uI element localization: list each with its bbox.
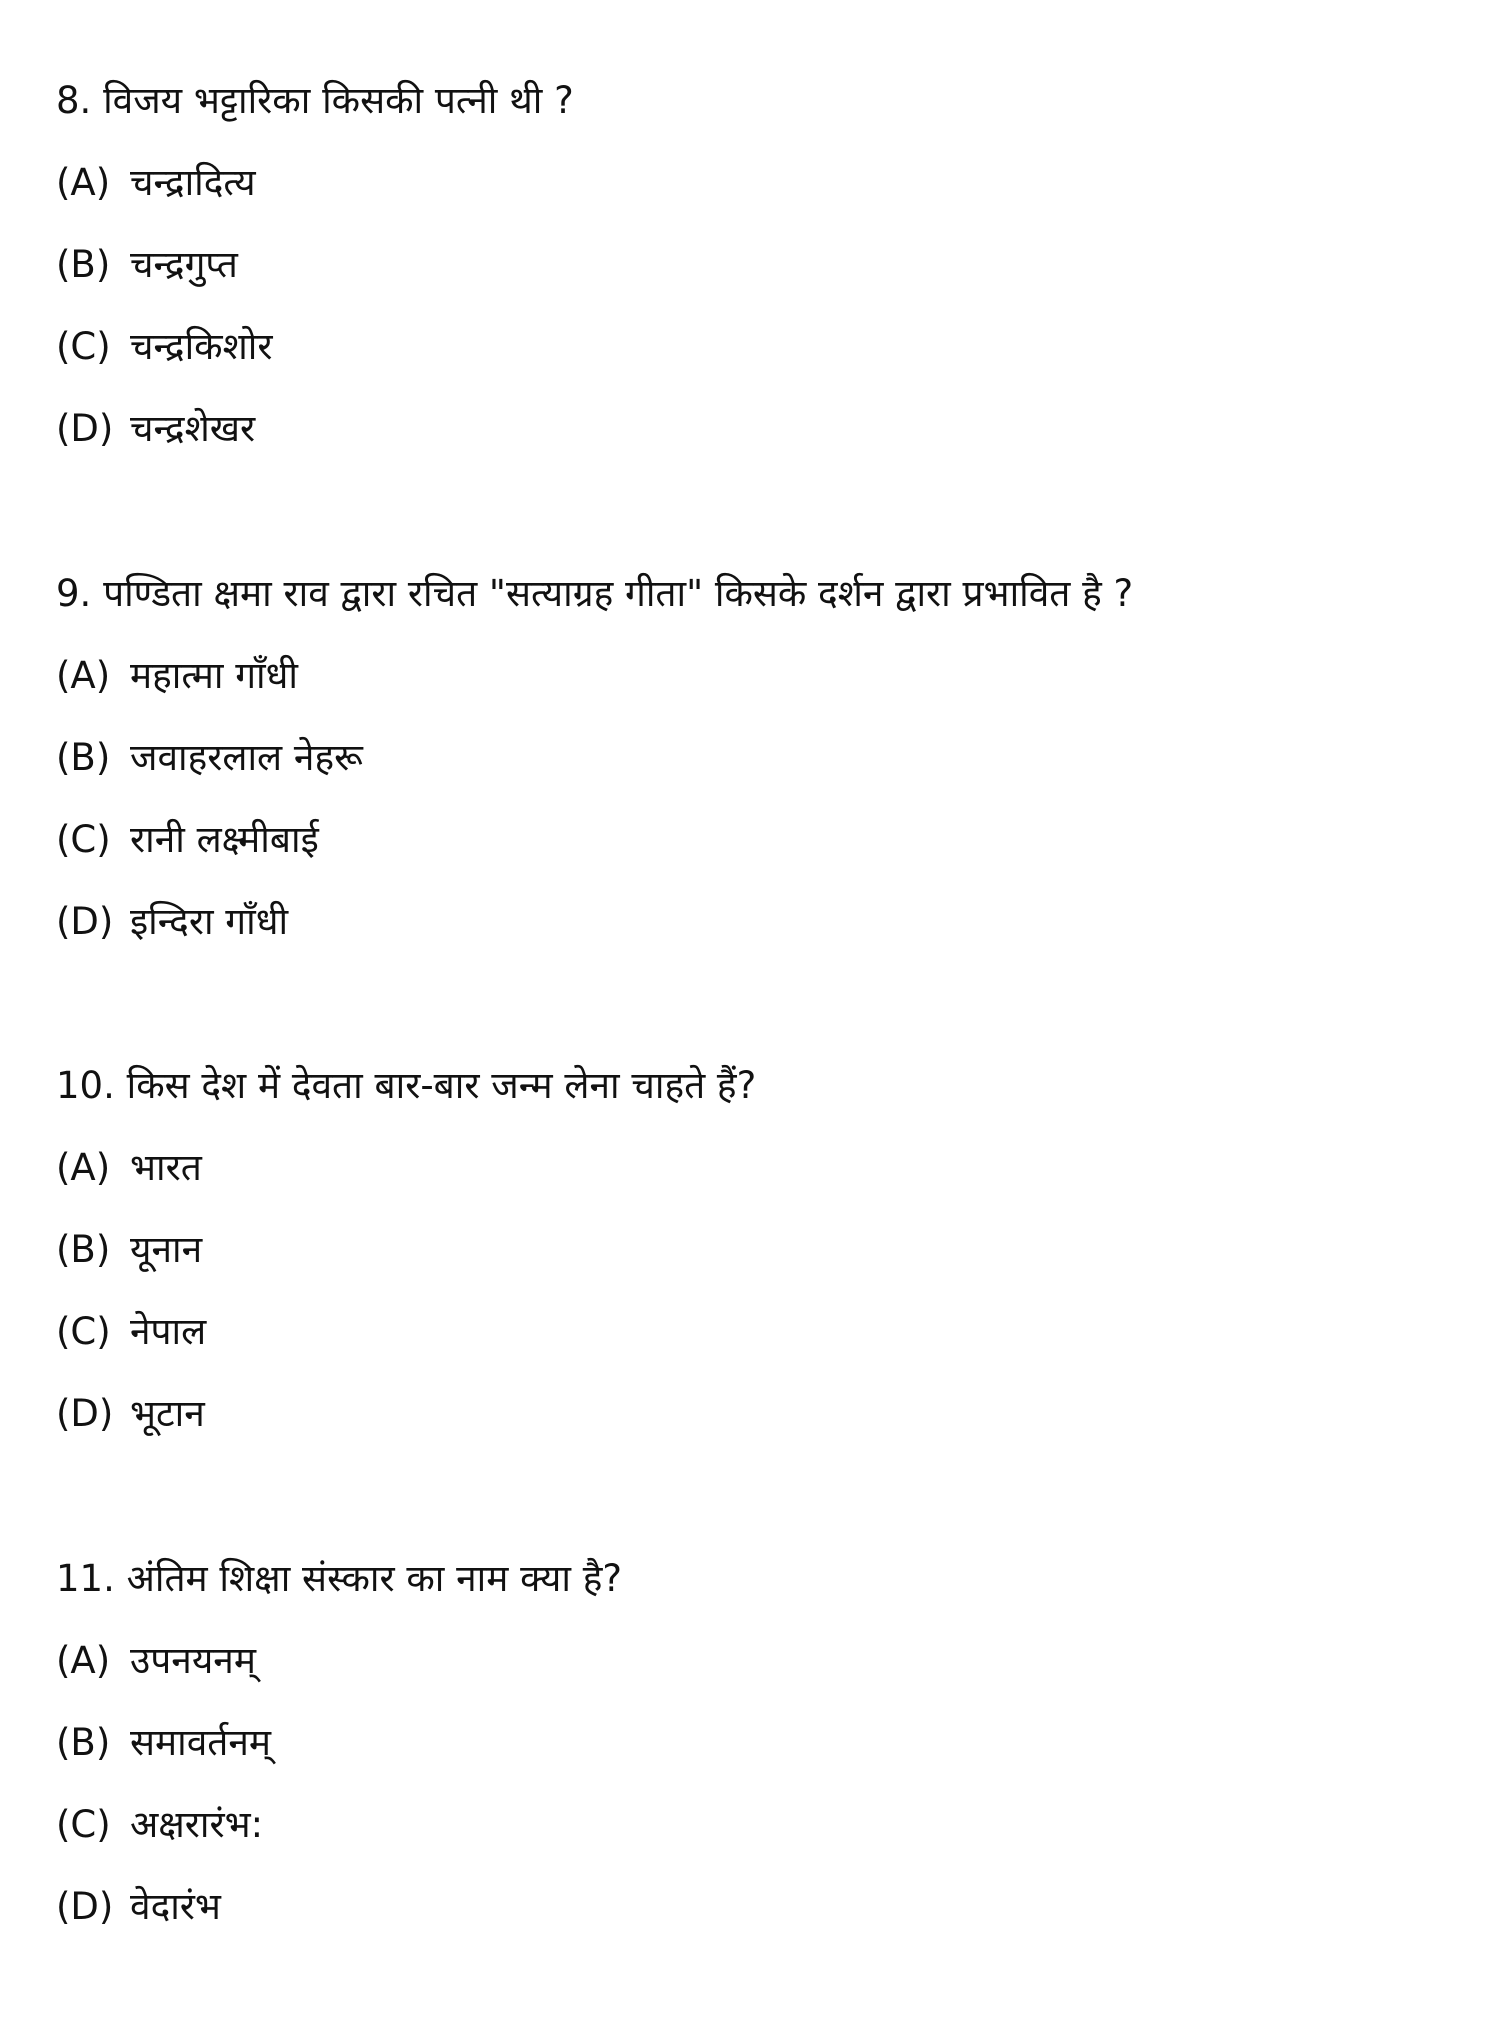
question-number: 8. [56, 79, 92, 122]
option-letter: (A) [56, 654, 111, 697]
option-text: चन्द्रकिशोर [130, 325, 273, 368]
answer-option [56, 1373, 756, 1455]
option-letter: (B) [56, 1721, 111, 1764]
option-text: चन्द्रशेखर [130, 407, 256, 450]
option-letter: (D) [56, 1392, 114, 1435]
option-text: समावर्तनम् [130, 1721, 272, 1764]
option-letter: (C) [56, 1310, 111, 1353]
option-text: भारत [130, 1146, 202, 1189]
option-text: यूनान [130, 1228, 203, 1271]
answer-option [56, 142, 574, 224]
option-text: उपनयनम् [130, 1639, 256, 1682]
question-text [56, 553, 1133, 635]
question-text [56, 1045, 756, 1127]
option-letter: (A) [56, 1639, 111, 1682]
answer-option [56, 1702, 622, 1784]
answer-option [56, 635, 1133, 717]
question-block [56, 1538, 622, 1948]
answer-option [56, 1291, 756, 1373]
answer-option [56, 1784, 622, 1866]
question-block [56, 553, 1133, 963]
answer-option [56, 881, 1133, 963]
question-block [56, 1045, 756, 1455]
question-text [56, 60, 574, 142]
answer-option [56, 388, 574, 470]
option-letter: (D) [56, 407, 114, 450]
answer-option [56, 1620, 622, 1702]
option-letter: (C) [56, 325, 111, 368]
option-letter: (B) [56, 736, 111, 779]
answer-option [56, 799, 1133, 881]
question-label: विजय भट्टारिका किसकी पत्नी थी ? [103, 79, 574, 122]
option-letter: (A) [56, 161, 111, 204]
option-letter: (C) [56, 1803, 111, 1846]
question-text [56, 1538, 622, 1620]
answer-option [56, 306, 574, 388]
option-letter: (A) [56, 1146, 111, 1189]
question-number: 11. [56, 1557, 115, 1600]
question-number: 9. [56, 572, 92, 615]
question-label: किस देश में देवता बार-बार जन्म लेना चाहते हैं? [126, 1064, 757, 1107]
option-text: इन्दिरा गाँधी [130, 900, 289, 943]
answer-option [56, 1127, 756, 1209]
option-letter: (D) [56, 900, 114, 943]
question-block [56, 60, 574, 470]
option-text: नेपाल [130, 1310, 207, 1353]
question-number: 10. [56, 1064, 115, 1107]
option-text: चन्द्रादित्य [130, 161, 256, 204]
option-text: चन्द्रगुप्त [130, 243, 238, 286]
option-text: महात्मा गाँधी [130, 654, 298, 697]
answer-option [56, 1209, 756, 1291]
option-letter: (C) [56, 818, 111, 861]
question-label: अंतिम शिक्षा संस्कार का नाम क्या है? [126, 1557, 623, 1600]
option-text: रानी लक्ष्मीबाई [130, 818, 319, 861]
option-letter: (D) [56, 1885, 114, 1928]
answer-option [56, 1866, 622, 1948]
answer-option [56, 224, 574, 306]
option-text: अक्षरारंभ: [130, 1803, 264, 1846]
option-text: वेदारंभ [130, 1885, 221, 1928]
option-letter: (B) [56, 1228, 111, 1271]
question-label: पण्डिता क्षमा राव द्वारा रचित "सत्याग्रह गीता" किसके दर्शन द्वारा प्रभावित है ? [103, 572, 1134, 615]
option-text: जवाहरलाल नेहरू [130, 736, 363, 779]
option-letter: (B) [56, 243, 111, 286]
option-text: भूटान [130, 1392, 205, 1435]
answer-option [56, 717, 1133, 799]
